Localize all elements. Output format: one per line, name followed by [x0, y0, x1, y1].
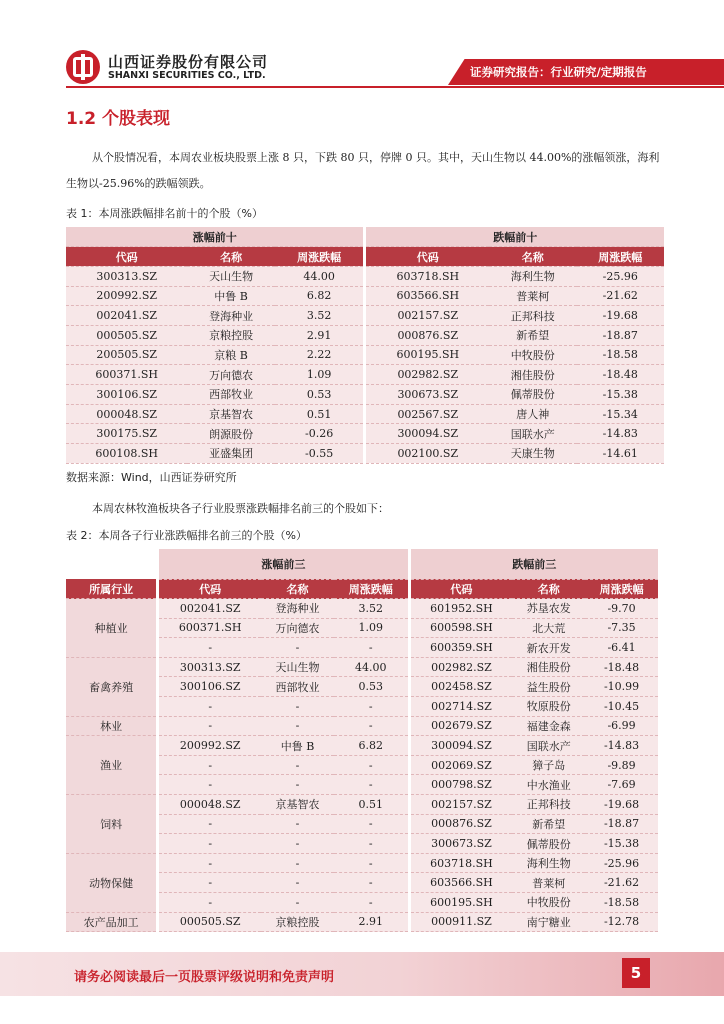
- column-header: 名称: [489, 247, 576, 267]
- table-cell: 300106.SZ: [66, 385, 187, 405]
- subindustry-table: [66, 549, 658, 932]
- table-cell: -6.99: [585, 716, 658, 736]
- table-cell: 600195.SH: [409, 893, 512, 913]
- table-cell: -: [158, 775, 261, 795]
- table-cell: -: [158, 716, 261, 736]
- table-cell: 600359.SH: [409, 638, 512, 658]
- table-cell: 海利生物: [512, 853, 585, 873]
- table-row: [66, 404, 664, 424]
- table-cell: 600108.SH: [66, 444, 187, 464]
- table-cell: 600195.SH: [365, 345, 489, 365]
- table-cell: -: [334, 638, 409, 658]
- table-cell: 南宁糖业: [512, 912, 585, 932]
- table-row: [66, 795, 658, 815]
- table-cell: 中水渔业: [512, 775, 585, 795]
- column-header: 名称: [512, 579, 585, 599]
- table-cell: 中牧股份: [489, 345, 576, 365]
- table-row: [66, 385, 664, 405]
- table-cell: 国联水产: [512, 736, 585, 756]
- table-cell: 海利生物: [489, 266, 576, 286]
- table-cell: -: [261, 893, 334, 913]
- page-header: [0, 0, 724, 90]
- column-header: 代码: [158, 579, 261, 599]
- table-cell: -14.61: [577, 444, 664, 464]
- industry-cell: 农产品加工: [66, 912, 158, 932]
- table-cell: 正邦科技: [512, 795, 585, 815]
- table-cell: 002069.SZ: [409, 755, 512, 775]
- table-row: [66, 345, 664, 365]
- table-row: [66, 716, 658, 736]
- table-cell: 002157.SZ: [365, 306, 489, 326]
- table-cell: 002982.SZ: [409, 657, 512, 677]
- table-cell: -6.41: [585, 638, 658, 658]
- table-cell: 中鲁 B: [187, 286, 274, 306]
- table-cell: 万向德农: [187, 365, 274, 385]
- table-cell: 3.52: [275, 306, 365, 326]
- column-header: 名称: [261, 579, 334, 599]
- table-cell: -18.48: [585, 657, 658, 677]
- industry-cell: 畜禽养殖: [66, 657, 158, 716]
- table-cell: -: [334, 775, 409, 795]
- paragraph-subindustry: 本周农林牧渔板块各子行业股票涨跌幅排名前三的个股如下：: [92, 502, 389, 515]
- table-cell: 000505.SZ: [158, 912, 261, 932]
- blank-corner: [66, 549, 158, 579]
- table-cell: 002567.SZ: [365, 404, 489, 424]
- table-cell: 6.82: [275, 286, 365, 306]
- industry-cell: 林业: [66, 716, 158, 736]
- column-header: 代码: [409, 579, 512, 599]
- table-cell: 200992.SZ: [158, 736, 261, 756]
- table-cell: -18.48: [577, 365, 664, 385]
- table-cell: -14.83: [585, 736, 658, 756]
- footer-disclaimer: 请务必阅读最后一页股票评级说明和免责声明: [74, 970, 335, 985]
- table-row: [66, 912, 658, 932]
- table-cell: -18.87: [577, 325, 664, 345]
- table-cell: 京粮控股: [187, 325, 274, 345]
- table-cell: -19.68: [577, 306, 664, 326]
- table-cell: 2.91: [334, 912, 409, 932]
- table-cell: 0.53: [275, 385, 365, 405]
- table-row: [66, 325, 664, 345]
- group-up-header: 涨幅前三: [158, 549, 409, 579]
- table-cell: 000048.SZ: [158, 795, 261, 815]
- table-cell: 002679.SZ: [409, 716, 512, 736]
- table-cell: 300175.SZ: [66, 424, 187, 444]
- table-cell: 京基智农: [261, 795, 334, 815]
- table-cell: 603718.SH: [409, 853, 512, 873]
- column-header: 代码: [365, 247, 489, 267]
- table-cell: 002041.SZ: [66, 306, 187, 326]
- company-name-cn: 山西证券股份有限公司: [108, 53, 269, 71]
- table-cell: -: [334, 814, 409, 834]
- table-cell: 000876.SZ: [409, 814, 512, 834]
- table-cell: -19.68: [585, 795, 658, 815]
- table-cell: -10.45: [585, 697, 658, 717]
- table-row: [66, 286, 664, 306]
- column-header: 名称: [187, 247, 274, 267]
- table-cell: 北大荒: [512, 618, 585, 638]
- table-cell: -15.38: [577, 385, 664, 405]
- table-cell: 200992.SZ: [66, 286, 187, 306]
- table-cell: 002458.SZ: [409, 677, 512, 697]
- table-cell: -0.26: [275, 424, 365, 444]
- table-cell: 600598.SH: [409, 618, 512, 638]
- group-down-header: 跌幅前三: [409, 549, 658, 579]
- table-cell: -: [334, 893, 409, 913]
- table2-caption: 表 2：本周各子行业涨跌幅排名前三的个股（%）: [66, 529, 307, 542]
- table-cell: 000876.SZ: [365, 325, 489, 345]
- table-cell: 国联水产: [489, 424, 576, 444]
- table-cell: 益生股份: [512, 677, 585, 697]
- table-cell: 天山生物: [261, 657, 334, 677]
- column-header: 周涨跌幅: [334, 579, 409, 599]
- table-cell: 新希望: [512, 814, 585, 834]
- table-cell: -: [261, 775, 334, 795]
- table-cell: 002100.SZ: [365, 444, 489, 464]
- table-cell: -: [158, 755, 261, 775]
- table-cell: -12.78: [585, 912, 658, 932]
- page-number: 5: [622, 958, 650, 988]
- table-cell: -18.58: [585, 893, 658, 913]
- table-cell: 登海种业: [187, 306, 274, 326]
- table-cell: 朗源股份: [187, 424, 274, 444]
- table-cell: 0.53: [334, 677, 409, 697]
- column-header: 所属行业: [66, 579, 158, 599]
- table-cell: 唐人神: [489, 404, 576, 424]
- table-cell: 0.51: [334, 795, 409, 815]
- table-row: [66, 736, 658, 756]
- table-cell: -: [158, 638, 261, 658]
- table-cell: 000798.SZ: [409, 775, 512, 795]
- table-cell: 300313.SZ: [158, 657, 261, 677]
- table-cell: 新农开发: [512, 638, 585, 658]
- table-cell: 3.52: [334, 599, 409, 619]
- table-cell: 京基智农: [187, 404, 274, 424]
- table-cell: -: [158, 697, 261, 717]
- table-cell: -: [334, 716, 409, 736]
- table1-caption: 表 1：本周涨跌幅排名前十的个股（%）: [66, 207, 263, 220]
- industry-cell: 饲料: [66, 795, 158, 854]
- table-cell: -: [334, 873, 409, 893]
- group-up-header: 涨幅前十: [66, 227, 365, 247]
- table-cell: -: [158, 834, 261, 854]
- table-cell: -18.58: [577, 345, 664, 365]
- header-divider: [66, 86, 724, 88]
- table-cell: -: [261, 834, 334, 854]
- table-row: [66, 599, 658, 619]
- column-header: 周涨跌幅: [577, 247, 664, 267]
- table-cell: -18.87: [585, 814, 658, 834]
- table-cell: -: [261, 853, 334, 873]
- table-cell: 601952.SH: [409, 599, 512, 619]
- table-cell: -15.38: [585, 834, 658, 854]
- table-cell: 天山生物: [187, 266, 274, 286]
- table-cell: 1.09: [334, 618, 409, 638]
- table-cell: -: [334, 853, 409, 873]
- table-cell: -15.34: [577, 404, 664, 424]
- table-cell: 京粮 B: [187, 345, 274, 365]
- table-cell: 苏垦农发: [512, 599, 585, 619]
- table-row: [66, 657, 658, 677]
- table-cell: 300094.SZ: [365, 424, 489, 444]
- company-logo-icon: [66, 50, 100, 84]
- table-cell: 西部牧业: [261, 677, 334, 697]
- table-cell: 000505.SZ: [66, 325, 187, 345]
- table-cell: -9.89: [585, 755, 658, 775]
- table-cell: 000048.SZ: [66, 404, 187, 424]
- table-cell: 002982.SZ: [365, 365, 489, 385]
- table-cell: 湘佳股份: [489, 365, 576, 385]
- industry-cell: 渔业: [66, 736, 158, 795]
- industry-cell: 种植业: [66, 599, 158, 658]
- table-cell: -25.96: [585, 853, 658, 873]
- table-cell: 牧原股份: [512, 697, 585, 717]
- table-row: [66, 306, 664, 326]
- table-cell: 1.09: [275, 365, 365, 385]
- paragraph-summary: 从个股情况看，本周农业板块股票上涨 8 只，下跌 80 只，停牌 0 只。其中，天山生物以 44.00%的涨幅领涨，海利生物以-25.96%的跌幅领跌。: [66, 151, 660, 190]
- table-cell: -25.96: [577, 266, 664, 286]
- table-cell: 獐子岛: [512, 755, 585, 775]
- table-cell: 300673.SZ: [365, 385, 489, 405]
- group-down-header: 跌幅前十: [365, 227, 664, 247]
- table-cell: 002157.SZ: [409, 795, 512, 815]
- table-cell: -10.99: [585, 677, 658, 697]
- table-cell: 万向德农: [261, 618, 334, 638]
- table-cell: -: [334, 755, 409, 775]
- table-cell: 中牧股份: [512, 893, 585, 913]
- table-row: [66, 365, 664, 385]
- column-header: 周涨跌幅: [275, 247, 365, 267]
- table-cell: 002714.SZ: [409, 697, 512, 717]
- table-cell: 300094.SZ: [409, 736, 512, 756]
- table-cell: 000911.SZ: [409, 912, 512, 932]
- table-cell: 200505.SZ: [66, 345, 187, 365]
- table-cell: -7.35: [585, 618, 658, 638]
- report-type: 证券研究报告：行业研究/定期报告: [470, 65, 647, 79]
- table-cell: 正邦科技: [489, 306, 576, 326]
- table-cell: 2.22: [275, 345, 365, 365]
- table-cell: -: [261, 638, 334, 658]
- table-row: [66, 266, 664, 286]
- table-cell: 603718.SH: [365, 266, 489, 286]
- table-cell: 600371.SH: [66, 365, 187, 385]
- table-cell: -9.70: [585, 599, 658, 619]
- table-cell: 0.51: [275, 404, 365, 424]
- table-cell: -7.69: [585, 775, 658, 795]
- table-cell: 300106.SZ: [158, 677, 261, 697]
- table-cell: -: [261, 873, 334, 893]
- data-source: 数据来源：Wind，山西证券研究所: [66, 471, 237, 484]
- table-cell: 002041.SZ: [158, 599, 261, 619]
- table-cell: -0.55: [275, 444, 365, 464]
- table-cell: 新希望: [489, 325, 576, 345]
- table-cell: 西部牧业: [187, 385, 274, 405]
- table-cell: -: [261, 697, 334, 717]
- table-cell: 福建金森: [512, 716, 585, 736]
- table-cell: -: [261, 814, 334, 834]
- table-cell: 京粮控股: [261, 912, 334, 932]
- table-cell: 600371.SH: [158, 618, 261, 638]
- column-header: 代码: [66, 247, 187, 267]
- table-cell: -: [158, 893, 261, 913]
- table-cell: 中鲁 B: [261, 736, 334, 756]
- table-cell: -: [334, 834, 409, 854]
- table-cell: 湘佳股份: [512, 657, 585, 677]
- table-cell: 603566.SH: [365, 286, 489, 306]
- table-cell: 普莱柯: [489, 286, 576, 306]
- table-cell: -: [158, 853, 261, 873]
- table-cell: 天康生物: [489, 444, 576, 464]
- section-title: 1.2 个股表现: [66, 109, 171, 129]
- table-cell: 2.91: [275, 325, 365, 345]
- table-cell: -: [158, 814, 261, 834]
- table-cell: 佩蒂股份: [489, 385, 576, 405]
- table-cell: -14.83: [577, 424, 664, 444]
- table-cell: -: [334, 697, 409, 717]
- table-cell: -21.62: [585, 873, 658, 893]
- table-cell: 44.00: [334, 657, 409, 677]
- table-cell: -: [158, 873, 261, 893]
- table-cell: 亚盛集团: [187, 444, 274, 464]
- industry-cell: 动物保健: [66, 853, 158, 912]
- table-cell: 普莱柯: [512, 873, 585, 893]
- company-name-en: SHANXI SECURITIES CO., LTD.: [108, 70, 266, 81]
- table-cell: 佩蒂股份: [512, 834, 585, 854]
- column-header: 周涨跌幅: [585, 579, 658, 599]
- top10-table: [66, 227, 664, 464]
- table-row: [66, 444, 664, 464]
- table-cell: 300313.SZ: [66, 266, 187, 286]
- table-cell: 44.00: [275, 266, 365, 286]
- table-cell: 300673.SZ: [409, 834, 512, 854]
- table-cell: 603566.SH: [409, 873, 512, 893]
- table-cell: -: [261, 716, 334, 736]
- table-row: [66, 424, 664, 444]
- table-cell: -21.62: [577, 286, 664, 306]
- table-cell: 登海种业: [261, 599, 334, 619]
- table-cell: -: [261, 755, 334, 775]
- table-row: [66, 853, 658, 873]
- table-cell: 6.82: [334, 736, 409, 756]
